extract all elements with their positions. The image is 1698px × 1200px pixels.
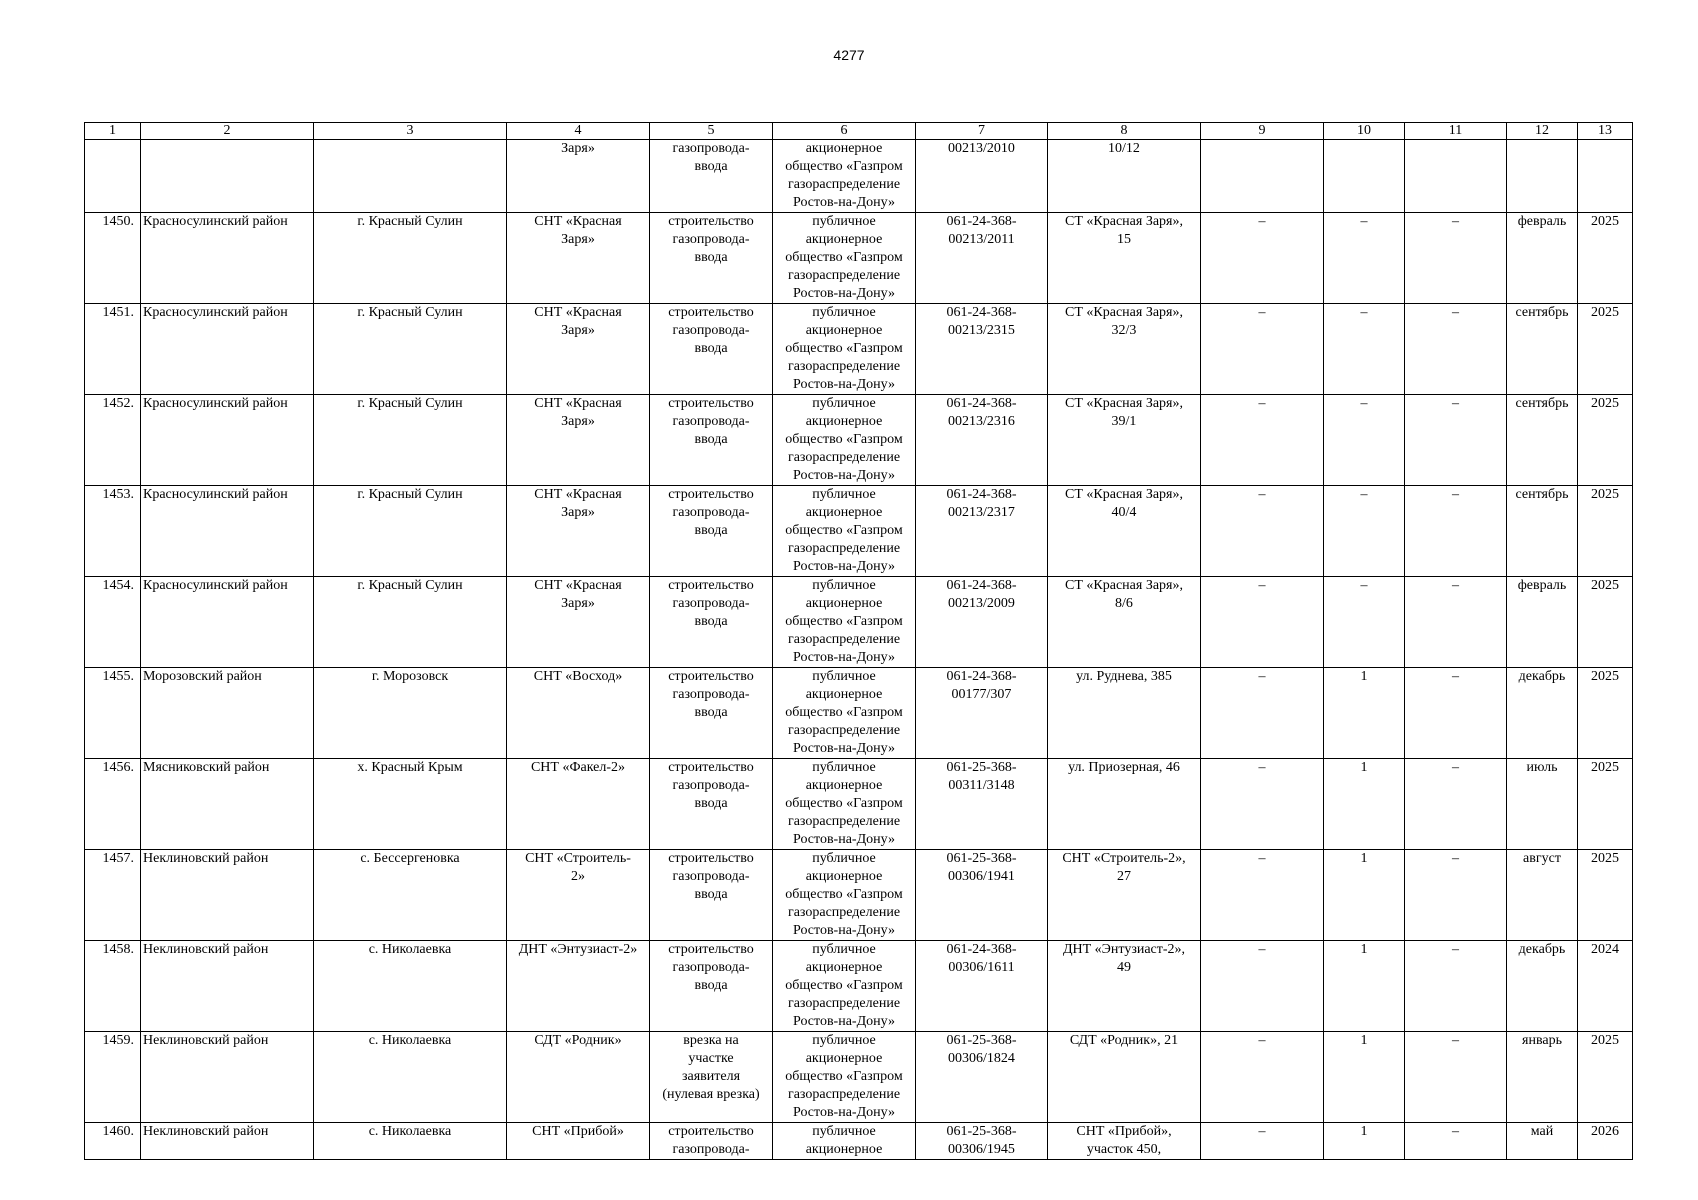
- table-row: [85, 759, 1633, 850]
- cell-partnership: СНТ «Красная Заря»: [507, 577, 650, 668]
- cell-number: 1452.: [85, 395, 141, 486]
- table-row: [85, 668, 1633, 759]
- cell-number: 1451.: [85, 304, 141, 395]
- table-row: [85, 941, 1633, 1032]
- cell-district: Красносулинский район: [141, 304, 314, 395]
- cell-work-type: строительство газопровода- ввода: [650, 486, 773, 577]
- cell-col10: –: [1324, 213, 1405, 304]
- col-header-3: 3: [314, 123, 507, 140]
- cell-partnership: СНТ «Факел-2»: [507, 759, 650, 850]
- table-row: [85, 304, 1633, 395]
- cell-year: 2025: [1578, 486, 1633, 577]
- cell-work-type: строительство газопровода- ввода: [650, 577, 773, 668]
- cell-year: 2025: [1578, 395, 1633, 486]
- cell-col9: –: [1201, 1123, 1324, 1160]
- cell-address: СДТ «Родник», 21: [1048, 1032, 1201, 1123]
- cell-settlement: г. Морозовск: [314, 668, 507, 759]
- cell-month: декабрь: [1507, 668, 1578, 759]
- cell-work-type: строительство газопровода- ввода: [650, 850, 773, 941]
- cell-month: февраль: [1507, 213, 1578, 304]
- cell-col9: –: [1201, 850, 1324, 941]
- cell-application-number: 061-24-368- 00213/2315: [916, 304, 1048, 395]
- cell-partnership: Заря»: [507, 140, 650, 213]
- cell-organization: публичное акционерное общество «Газпром газораспределение Ростов-на-Дону»: [773, 304, 916, 395]
- cell-year: 2025: [1578, 304, 1633, 395]
- cell-application-number: 061-25-368- 00306/1945: [916, 1123, 1048, 1160]
- cell-settlement: [314, 140, 507, 213]
- cell-year: 2025: [1578, 1032, 1633, 1123]
- cell-month: сентябрь: [1507, 304, 1578, 395]
- cell-col11: –: [1405, 395, 1507, 486]
- cell-year: 2025: [1578, 668, 1633, 759]
- cell-address: ул. Приозерная, 46: [1048, 759, 1201, 850]
- cell-district: Морозовский район: [141, 668, 314, 759]
- cell-district: Неклиновский район: [141, 1123, 314, 1160]
- cell-district: Красносулинский район: [141, 486, 314, 577]
- cell-organization: публичное акционерное общество «Газпром газораспределение Ростов-на-Дону»: [773, 759, 916, 850]
- cell-number: 1457.: [85, 850, 141, 941]
- cell-work-type: строительство газопровода- ввода: [650, 304, 773, 395]
- cell-col9: –: [1201, 577, 1324, 668]
- cell-year: 2025: [1578, 759, 1633, 850]
- cell-number: 1455.: [85, 668, 141, 759]
- cell-organization: публичное акционерное общество «Газпром газораспределение Ростов-на-Дону»: [773, 395, 916, 486]
- cell-partnership: ДНТ «Энтузиаст-2»: [507, 941, 650, 1032]
- cell-organization: публичное акционерное: [773, 1123, 916, 1160]
- cell-year: 2025: [1578, 850, 1633, 941]
- cell-district: [141, 140, 314, 213]
- cell-application-number: 061-24-368- 00213/2009: [916, 577, 1048, 668]
- cell-address: СТ «Красная Заря», 15: [1048, 213, 1201, 304]
- cell-month: февраль: [1507, 577, 1578, 668]
- cell-col9: –: [1201, 668, 1324, 759]
- table-row: [85, 213, 1633, 304]
- cell-address: ДНТ «Энтузиаст-2», 49: [1048, 941, 1201, 1032]
- cell-work-type: врезка на участке заявителя (нулевая врезка): [650, 1032, 773, 1123]
- cell-year: [1578, 140, 1633, 213]
- cell-address: СТ «Красная Заря», 8/6: [1048, 577, 1201, 668]
- cell-settlement: г. Красный Сулин: [314, 395, 507, 486]
- cell-month: декабрь: [1507, 941, 1578, 1032]
- cell-settlement: с. Николаевка: [314, 1123, 507, 1160]
- cell-district: Неклиновский район: [141, 1032, 314, 1123]
- table-row: [85, 486, 1633, 577]
- table-row: [85, 850, 1633, 941]
- cell-col9: –: [1201, 486, 1324, 577]
- cell-work-type: строительство газопровода-: [650, 1123, 773, 1160]
- cell-year: 2025: [1578, 213, 1633, 304]
- cell-col9: –: [1201, 941, 1324, 1032]
- cell-col10: –: [1324, 304, 1405, 395]
- cell-col11: –: [1405, 1032, 1507, 1123]
- cell-application-number: 061-24-368- 00306/1611: [916, 941, 1048, 1032]
- cell-col10: 1: [1324, 1032, 1405, 1123]
- cell-address: ул. Руднева, 385: [1048, 668, 1201, 759]
- cell-application-number: 061-25-368- 00311/3148: [916, 759, 1048, 850]
- cell-number: 1450.: [85, 213, 141, 304]
- cell-col10: 1: [1324, 759, 1405, 850]
- cell-col10: 1: [1324, 850, 1405, 941]
- cell-organization: публичное акционерное общество «Газпром газораспределение Ростов-на-Дону»: [773, 1032, 916, 1123]
- cell-district: Неклиновский район: [141, 850, 314, 941]
- cell-month: май: [1507, 1123, 1578, 1160]
- cell-col9: –: [1201, 759, 1324, 850]
- cell-col11: [1405, 140, 1507, 213]
- col-header-4: 4: [507, 123, 650, 140]
- col-header-12: 12: [1507, 123, 1578, 140]
- cell-application-number: 061-25-368- 00306/1824: [916, 1032, 1048, 1123]
- col-header-1: 1: [85, 123, 141, 140]
- table-row: [85, 577, 1633, 668]
- cell-number: 1454.: [85, 577, 141, 668]
- cell-number: 1453.: [85, 486, 141, 577]
- continuation-row: [85, 140, 1633, 213]
- cell-col10: –: [1324, 577, 1405, 668]
- cell-organization: публичное акционерное общество «Газпром газораспределение Ростов-на-Дону»: [773, 850, 916, 941]
- cell-number: 1456.: [85, 759, 141, 850]
- cell-work-type: строительство газопровода- ввода: [650, 668, 773, 759]
- cell-application-number: 061-24-368- 00213/2317: [916, 486, 1048, 577]
- cell-col10: 1: [1324, 941, 1405, 1032]
- cell-work-type: строительство газопровода- ввода: [650, 395, 773, 486]
- cell-settlement: х. Красный Крым: [314, 759, 507, 850]
- cell-month: [1507, 140, 1578, 213]
- cell-address: СТ «Красная Заря», 32/3: [1048, 304, 1201, 395]
- cell-col11: –: [1405, 1123, 1507, 1160]
- cell-settlement: с. Бессергеновка: [314, 850, 507, 941]
- col-header-9: 9: [1201, 123, 1324, 140]
- table-row: [85, 395, 1633, 486]
- table-body: [85, 140, 1633, 1160]
- cell-work-type: газопровода- ввода: [650, 140, 773, 213]
- cell-organization: публичное акционерное общество «Газпром газораспределение Ростов-на-Дону»: [773, 213, 916, 304]
- cell-application-number: 061-24-368- 00213/2011: [916, 213, 1048, 304]
- page-number: 4277: [833, 47, 865, 63]
- cell-month: сентябрь: [1507, 486, 1578, 577]
- cell-partnership: СНТ «Красная Заря»: [507, 395, 650, 486]
- cell-col9: –: [1201, 304, 1324, 395]
- col-header-6: 6: [773, 123, 916, 140]
- col-header-8: 8: [1048, 123, 1201, 140]
- col-header-11: 11: [1405, 123, 1507, 140]
- cell-organization: публичное акционерное общество «Газпром газораспределение Ростов-на-Дону»: [773, 486, 916, 577]
- cell-number: 1458.: [85, 941, 141, 1032]
- cell-col11: –: [1405, 941, 1507, 1032]
- cell-number: 1460.: [85, 1123, 141, 1160]
- cell-district: Неклиновский район: [141, 941, 314, 1032]
- cell-partnership: СНТ «Красная Заря»: [507, 486, 650, 577]
- cell-settlement: г. Красный Сулин: [314, 213, 507, 304]
- cell-col11: –: [1405, 759, 1507, 850]
- cell-year: 2025: [1578, 577, 1633, 668]
- cell-partnership: СДТ «Родник»: [507, 1032, 650, 1123]
- cell-partnership: СНТ «Строитель- 2»: [507, 850, 650, 941]
- cell-settlement: с. Николаевка: [314, 1032, 507, 1123]
- cell-col9: –: [1201, 1032, 1324, 1123]
- cell-month: июль: [1507, 759, 1578, 850]
- cell-col11: –: [1405, 850, 1507, 941]
- cell-partnership: СНТ «Восход»: [507, 668, 650, 759]
- cell-application-number: 061-25-368- 00306/1941: [916, 850, 1048, 941]
- cell-partnership: СНТ «Красная Заря»: [507, 213, 650, 304]
- cell-settlement: г. Красный Сулин: [314, 304, 507, 395]
- cell-partnership: СНТ «Прибой»: [507, 1123, 650, 1160]
- cell-application-number: 061-24-368- 00177/307: [916, 668, 1048, 759]
- col-header-5: 5: [650, 123, 773, 140]
- cell-settlement: с. Николаевка: [314, 941, 507, 1032]
- cell-application-number: 061-24-368- 00213/2316: [916, 395, 1048, 486]
- cell-organization: акционерное общество «Газпром газораспределение Ростов-на-Дону»: [773, 140, 916, 213]
- col-header-7: 7: [916, 123, 1048, 140]
- cell-number: 1459.: [85, 1032, 141, 1123]
- cell-work-type: строительство газопровода- ввода: [650, 759, 773, 850]
- cell-year: 2026: [1578, 1123, 1633, 1160]
- cell-application-number: 00213/2010: [916, 140, 1048, 213]
- cell-district: Красносулинский район: [141, 213, 314, 304]
- register-table: [84, 122, 1633, 1160]
- cell-col10: [1324, 140, 1405, 213]
- cell-work-type: строительство газопровода- ввода: [650, 213, 773, 304]
- cell-address: СНТ «Строитель-2», 27: [1048, 850, 1201, 941]
- cell-organization: публичное акционерное общество «Газпром газораспределение Ростов-на-Дону»: [773, 668, 916, 759]
- header-row: [85, 123, 1633, 140]
- cell-district: Красносулинский район: [141, 395, 314, 486]
- cell-col11: –: [1405, 486, 1507, 577]
- cell-organization: публичное акционерное общество «Газпром газораспределение Ростов-на-Дону»: [773, 941, 916, 1032]
- cell-col11: –: [1405, 577, 1507, 668]
- cell-address: СТ «Красная Заря», 39/1: [1048, 395, 1201, 486]
- cell-col11: –: [1405, 304, 1507, 395]
- cell-number: [85, 140, 141, 213]
- table-row: [85, 1032, 1633, 1123]
- cell-col10: –: [1324, 395, 1405, 486]
- cell-col10: 1: [1324, 668, 1405, 759]
- col-header-10: 10: [1324, 123, 1405, 140]
- cell-partnership: СНТ «Красная Заря»: [507, 304, 650, 395]
- cell-month: август: [1507, 850, 1578, 941]
- cell-settlement: г. Красный Сулин: [314, 486, 507, 577]
- cell-col9: –: [1201, 213, 1324, 304]
- cell-month: январь: [1507, 1032, 1578, 1123]
- cell-address: СНТ «Прибой», участок 450,: [1048, 1123, 1201, 1160]
- cell-year: 2024: [1578, 941, 1633, 1032]
- cell-col10: 1: [1324, 1123, 1405, 1160]
- cell-col11: –: [1405, 213, 1507, 304]
- col-header-2: 2: [141, 123, 314, 140]
- col-header-13: 13: [1578, 123, 1633, 140]
- cell-work-type: строительство газопровода- ввода: [650, 941, 773, 1032]
- cell-district: Мясниковский район: [141, 759, 314, 850]
- cell-address: 10/12: [1048, 140, 1201, 213]
- cell-settlement: г. Красный Сулин: [314, 577, 507, 668]
- cell-month: сентябрь: [1507, 395, 1578, 486]
- cell-district: Красносулинский район: [141, 577, 314, 668]
- cell-col9: –: [1201, 395, 1324, 486]
- cell-address: СТ «Красная Заря», 40/4: [1048, 486, 1201, 577]
- cell-organization: публичное акционерное общество «Газпром газораспределение Ростов-на-Дону»: [773, 577, 916, 668]
- cell-col9: [1201, 140, 1324, 213]
- cell-col10: –: [1324, 486, 1405, 577]
- cell-col11: –: [1405, 668, 1507, 759]
- table-row: [85, 1123, 1633, 1160]
